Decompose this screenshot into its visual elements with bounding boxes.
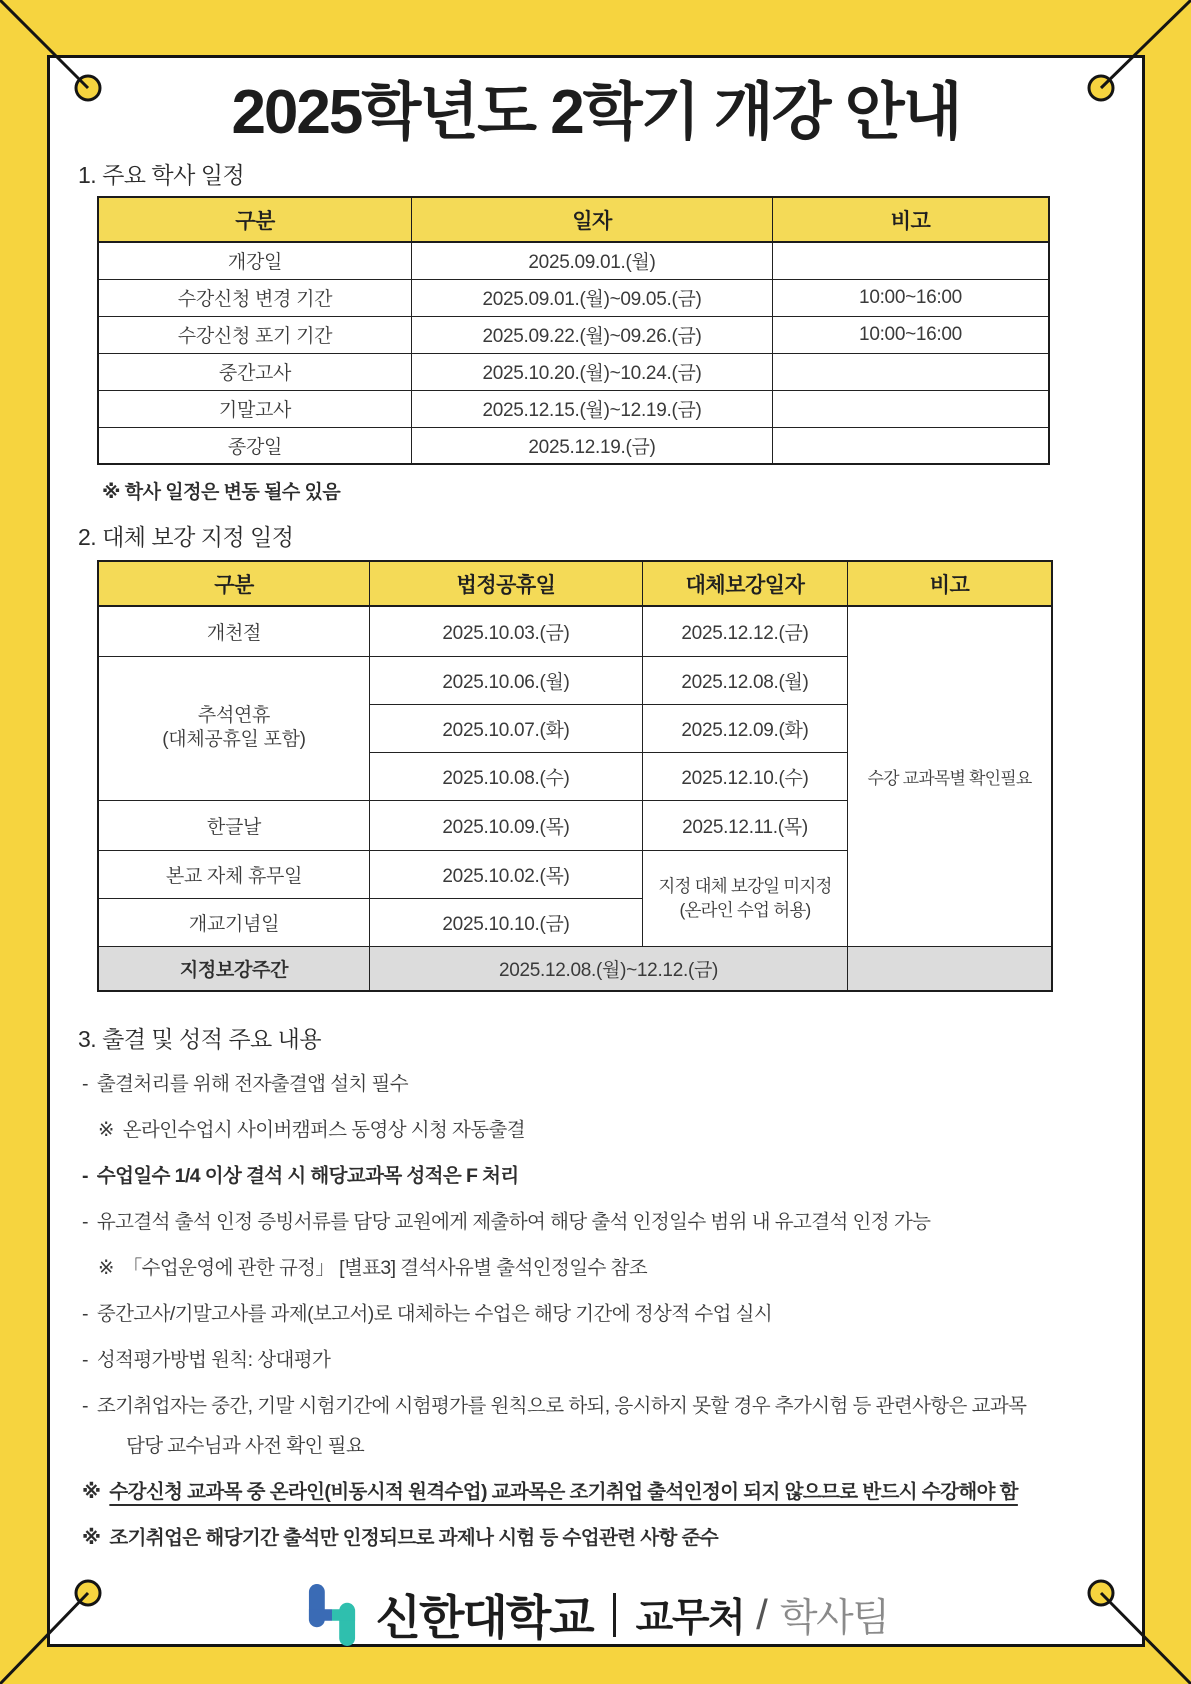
remark-merged-cell: 수강 교과목별 확인필요 [848,606,1053,946]
undesignated-makeup-cell [643,850,848,946]
date-cell: 2025.09.01.(월)~09.05.(금) [412,279,773,316]
list-item [82,1524,1120,1553]
remark-cell [773,427,1050,464]
page-title: 2025학년도 2학기 개강 안내 [231,78,961,147]
column-header-remark: 비고 [773,197,1050,242]
holiday-cell: 2025.10.10.(금) [370,898,643,946]
list-item [98,1116,1120,1145]
row-label: 중간고사 [98,353,412,390]
row-label: 개교기념일 [98,898,370,946]
row-label: 기말고사 [98,390,412,427]
row-label: 개강일 [98,242,412,279]
divider-bar [613,1593,616,1637]
bullet-marker: - [82,1165,88,1187]
bullet-text: 유고결석 출석 인정 증빙서류를 담당 교원에게 제출하여 해당 출석 인정일수 범위 내 유고결석 인정 가능 [96,1211,931,1233]
column-header-gubun: 구분 [98,561,370,606]
row-label-chuseok [98,656,370,800]
section1-heading: 1. 주요 학사 일정 [78,162,245,188]
bullet-text: 중간고사/기말고사를 과제(보고서)로 대체하는 수업은 해당 기간에 정상적 수업 실시 [96,1303,773,1325]
remark-cell: 10:00~16:00 [773,279,1050,316]
row-label: 종강일 [98,427,412,464]
remark-cell: 10:00~16:00 [773,316,1050,353]
list-item [82,1392,1120,1421]
table-row [98,606,1052,656]
bullet-text: 조기취업자는 중간, 기말 시험기간에 시험평가를 원칙으로 하되, 응시하지 못할 경우 추가시험 등 관련사항은 교과목 [96,1395,1027,1417]
list-item [82,1346,1120,1375]
bullet-marker: - [82,1395,88,1417]
column-header-makeup-date: 대체보강일자 [643,561,848,606]
bullet-text-underlined: 수강신청 교과목 중 온라인(비동시적 원격수업) 교과목은 조기취업 출석인정이 되지 않으므로 반드시 수강해야 함 [109,1481,1018,1503]
makeup-class-table [97,560,1053,992]
date-cell: 2025.10.20.(월)~10.24.(금) [412,353,773,390]
makeup-week-period: 2025.12.08.(월)~12.12.(금) [370,946,848,991]
bullet-marker: ※ [98,1257,114,1279]
table-row [98,427,1049,464]
academic-schedule-table [97,196,1050,465]
makeup-cell: 2025.12.12.(금) [643,606,848,656]
row-label: 수강신청 포기 기간 [98,316,412,353]
makeup-cell: 2025.12.10.(수) [643,752,848,800]
bullet-marker: ※ [82,1527,101,1549]
table-row [98,353,1049,390]
column-header-remark: 비고 [848,561,1053,606]
date-cell: 2025.09.22.(월)~09.26.(금) [412,316,773,353]
notice-paper [47,55,1145,1647]
bullet-marker: - [82,1073,88,1095]
list-item [82,1300,1120,1329]
list-item [82,1162,1120,1191]
row-label: 수강신청 변경 기간 [98,279,412,316]
makeup-cell: 2025.12.11.(목) [643,800,848,850]
table-row [98,316,1049,353]
slash-separator: / [756,1590,768,1638]
date-cell: 2025.12.15.(월)~12.19.(금) [412,390,773,427]
date-cell: 2025.12.19.(금) [412,427,773,464]
list-item [82,1478,1120,1507]
row-label: 개천절 [98,606,370,656]
university-logo-footer [72,1581,1120,1648]
schedule-change-note: ※ 학사 일정은 변동 될수 있음 [102,482,341,503]
holiday-cell: 2025.10.08.(수) [370,752,643,800]
list-item [98,1254,1120,1283]
empty-remark-cell [848,946,1053,991]
table-row [98,279,1049,316]
holiday-cell: 2025.10.02.(목) [370,850,643,898]
row-label: 지정보강주간 [98,946,370,991]
university-logo-icon [304,1584,360,1646]
chuseok-label-line2: (대체공휴일 포함) [162,729,306,750]
table-header-row [98,561,1052,606]
column-header-holiday: 법정공휴일 [370,561,643,606]
makeup-week-row [98,946,1052,991]
holiday-cell: 2025.10.07.(화) [370,704,643,752]
bullet-marker: - [82,1303,88,1325]
bullet-text: 조기취업은 해당기간 출석만 인정되므로 과제나 시험 등 수업관련 사항 준수 [109,1527,719,1549]
attendance-notes-list [82,1070,1120,1553]
bullet-marker: ※ [82,1481,101,1503]
column-header-date: 일자 [412,197,773,242]
bullet-marker: - [82,1211,88,1233]
undesignated-line1: 지정 대체 보강일 미지정 [658,876,832,896]
chuseok-label-line1: 추석연휴 [197,705,271,726]
makeup-cell: 2025.12.08.(월) [643,656,848,704]
list-item [82,1208,1120,1237]
table-row [98,242,1049,279]
bullet-marker: - [82,1349,88,1371]
row-label: 본교 자체 휴무일 [98,850,370,898]
holiday-cell: 2025.10.06.(월) [370,656,643,704]
remark-cell [773,242,1050,279]
university-name: 신한대학교 [375,1591,593,1644]
bullet-text: 출결처리를 위해 전자출결앱 설치 필수 [96,1073,408,1095]
date-cell: 2025.09.01.(월) [412,242,773,279]
holiday-cell: 2025.10.03.(금) [370,606,643,656]
holiday-cell: 2025.10.09.(목) [370,800,643,850]
list-item [82,1070,1120,1099]
bullet-text: 성적평가방법 원칙: 상대평가 [96,1349,331,1371]
bullet-text: 수업일수 1/4 이상 결석 시 해당교과목 성적은 F 처리 [96,1165,519,1187]
bullet-text: 「수업운영에 관한 규정」 [별표3] 결석사유별 출석인정일수 참조 [122,1257,648,1279]
column-header-gubun: 구분 [98,197,412,242]
makeup-cell: 2025.12.09.(화) [643,704,848,752]
list-item-continuation: 담당 교수님과 사전 확인 필요 [126,1435,365,1457]
remark-cell [773,353,1050,390]
remark-cell [773,390,1050,427]
section2-heading: 2. 대체 보강 지정 일정 [78,524,294,550]
department-name: 교무처 [635,1596,745,1640]
table-row [98,390,1049,427]
section3-heading: 3. 출결 및 성적 주요 내용 [78,1026,322,1052]
bullet-marker: ※ [98,1119,114,1141]
bullet-text: 온라인수업시 사이버캠퍼스 동영상 시청 자동출결 [122,1119,525,1141]
table-header-row [98,197,1049,242]
undesignated-line2: (온라인 수업 허용) [679,900,811,920]
row-label: 한글날 [98,800,370,850]
team-name: 학사팀 [779,1596,889,1640]
